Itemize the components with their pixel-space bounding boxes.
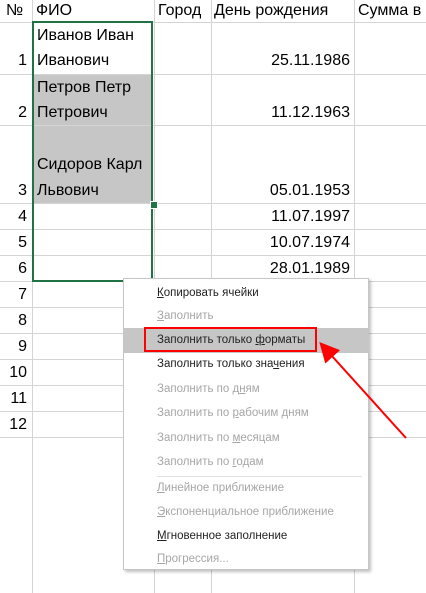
- date-cell[interactable]: 10.07.1974: [269, 234, 350, 251]
- menu-item-fill-days[interactable]: Заполнить по дням: [157, 383, 260, 395]
- date-cell[interactable]: 25.11.1986: [271, 52, 350, 69]
- menu-item-fill-weekdays[interactable]: Заполнить по рабочим дням: [157, 407, 309, 419]
- menu-item-fill[interactable]: Заполнить: [157, 310, 214, 322]
- menu-item-fill-values-only[interactable]: Заполнить только значения: [157, 358, 305, 370]
- fio-cell-line[interactable]: Иванович: [37, 52, 110, 69]
- fio-cell-line[interactable]: Петрович: [37, 104, 108, 121]
- date-cell[interactable]: 11.07.1997: [271, 208, 350, 225]
- row-number[interactable]: 3: [18, 182, 27, 199]
- menu-item-fill-years[interactable]: Заполнить по годам: [157, 456, 264, 468]
- fio-cell-line[interactable]: Львович: [37, 182, 99, 199]
- menu-item-fill-months[interactable]: Заполнить по месяцам: [157, 432, 280, 444]
- menu-item-linear-trend[interactable]: Линейное приближение: [157, 482, 284, 494]
- header-sum[interactable]: Сумма в: [358, 2, 422, 19]
- fio-cell-line[interactable]: Сидоров Карл: [37, 156, 143, 173]
- row-number[interactable]: 2: [18, 104, 27, 121]
- menu-item-series[interactable]: Прогрессия...: [157, 553, 229, 565]
- date-cell[interactable]: 11.12.1963: [271, 104, 350, 121]
- date-cell[interactable]: 05.01.1953: [269, 182, 350, 199]
- menu-item-growth-trend[interactable]: Экспоненциальное приближение: [157, 506, 334, 518]
- row-number[interactable]: 9: [18, 338, 27, 355]
- menu-item-fill-formats-only[interactable]: Заполнить только форматы: [124, 328, 368, 353]
- header-fio[interactable]: ФИО: [36, 2, 73, 19]
- menu-item-copy-cells[interactable]: Копировать ячейки: [157, 287, 259, 299]
- header-city[interactable]: Город: [158, 2, 202, 19]
- row-number[interactable]: 11: [10, 390, 27, 407]
- row-number[interactable]: 1: [18, 52, 27, 69]
- row-number[interactable]: 6: [18, 260, 27, 277]
- header-num[interactable]: №: [6, 2, 24, 19]
- row-number[interactable]: 12: [9, 416, 27, 433]
- date-cell[interactable]: 28.01.1989: [269, 260, 350, 277]
- row-number[interactable]: 7: [18, 286, 27, 303]
- header-birth[interactable]: День рождения: [214, 2, 329, 19]
- menu-item-flash-fill[interactable]: Мгновенное заполнение: [157, 530, 288, 542]
- row-number[interactable]: 10: [9, 364, 27, 381]
- row-number[interactable]: 5: [18, 234, 27, 251]
- fio-cell-line[interactable]: Петров Петр: [37, 79, 132, 96]
- row-number[interactable]: 8: [18, 312, 27, 329]
- fio-cell-line[interactable]: Иванов Иван: [37, 27, 134, 44]
- row-number[interactable]: 4: [18, 208, 27, 225]
